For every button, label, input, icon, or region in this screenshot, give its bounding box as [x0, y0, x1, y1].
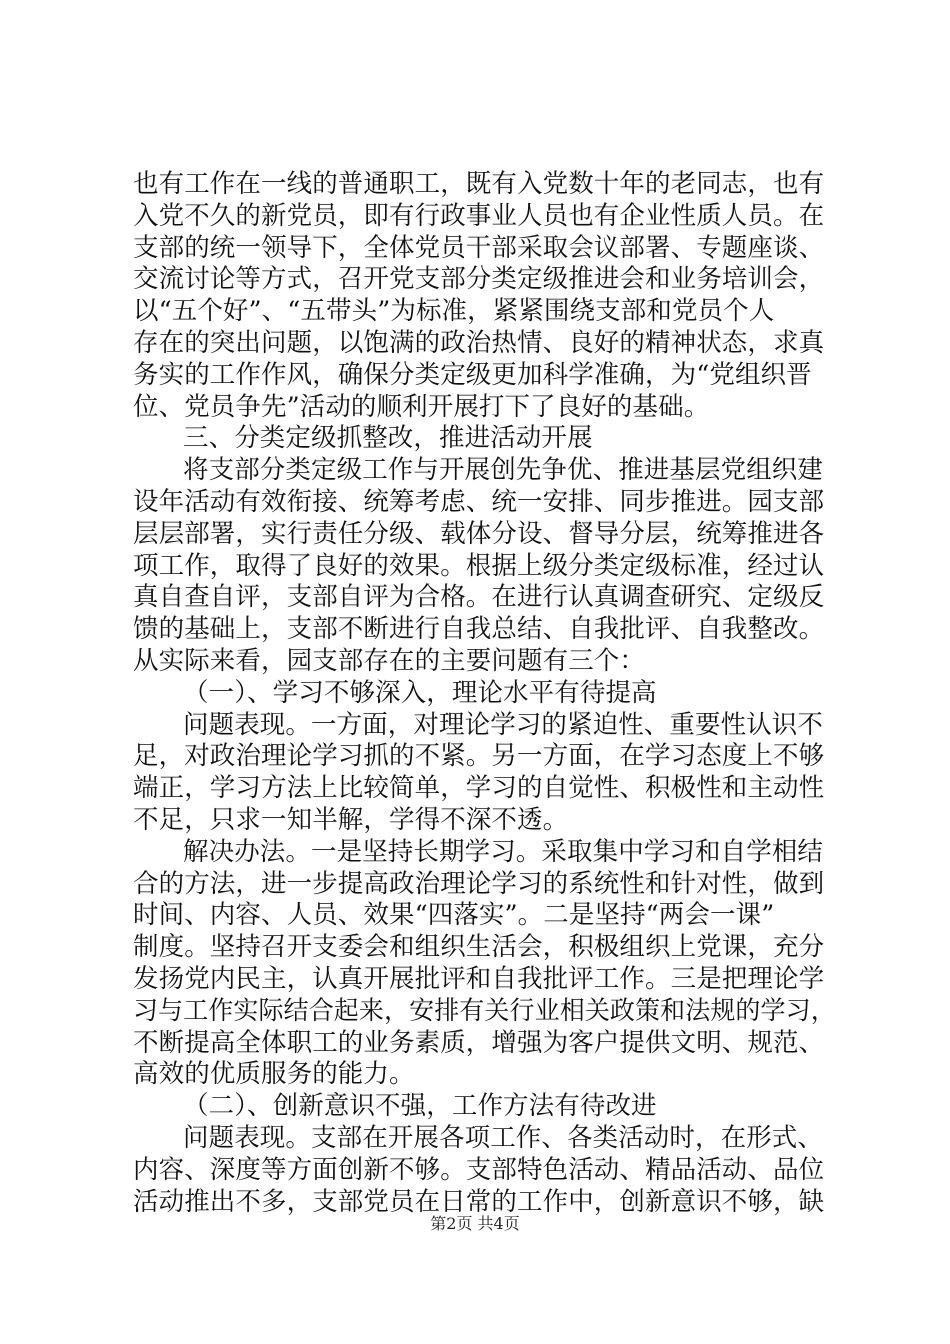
text-line: 不足，只求一知半解，学得不深不透。 — [133, 804, 569, 835]
text-line: 习与工作实际结合起来，安排有关行业相关政策和法规的学习， — [133, 995, 836, 1026]
text-line: 交流讨论等方式，召开党支部分类定级推进会和业务培训会， — [133, 264, 825, 295]
text-line: 入党不久的新党员，即有行政事业人员也有企业性质人员。在 — [133, 200, 825, 231]
text-line: 项工作，取得了良好的效果。根据上级分类定级标准，经过认 — [133, 550, 825, 581]
document-body — [133, 169, 836, 1218]
text-line: 将支部分类定级工作与开展创先争优、推进基层党组织建 — [183, 455, 824, 486]
text-line: 真自查自评，支部自评为合格。在进行认真调查研究、定级反 — [133, 582, 825, 613]
text-line: （一）、学习不够深入，理论水平有待提高 — [183, 677, 657, 708]
text-line: 务实的工作作风，确保分类定级更加科学准确，为“党组织晋 — [133, 359, 812, 390]
text-line: 问题表现。支部在开展各项工作、各类活动时，在形式、 — [183, 1122, 824, 1153]
text-line: 端正，学习方法上比较简单，学习的自觉性、积极性和主动性 — [133, 773, 825, 804]
text-line: 合的方法，进一步提高政治理论学习的系统性和针对性，做到 — [133, 868, 825, 899]
text-line: 以“五个好”、“五带头”为标准，紧紧围绕支部和党员个人 — [133, 296, 775, 327]
text-line: 制度。坚持召开支委会和组织生活会，积极组织上党课，充分 — [133, 932, 825, 963]
text-line: 三、分类定级抓整改，推进活动开展 — [183, 423, 593, 454]
text-line: （二）、创新意识不强，工作方法有待改进 — [183, 1091, 657, 1122]
text-line: 内容、深度等方面创新不够。支部特色活动、精品活动、品位 — [133, 1154, 825, 1185]
text-line: 也有工作在一线的普通职工，既有入党数十年的老同志，也有 — [133, 169, 825, 199]
text-line: 支部的统一领导下，全体党员干部采取会议部署、专题座谈、 — [133, 232, 825, 263]
text-line: 高效的优质服务的能力。 — [133, 1059, 415, 1090]
text-line: 存在的突出问题，以饱满的政治热情、良好的精神状态，求真 — [133, 327, 825, 358]
text-line: 解决办法。一是坚持长期学习。采取集中学习和自学相结 — [183, 836, 824, 867]
text-line: 馈的基础上，支部不断进行自我总结、自我批评、自我整改。 — [133, 614, 825, 645]
text-line: 时间、内容、人员、效果“四落实”。二是坚持“两会一课” — [133, 900, 775, 931]
text-line: 位、党员争先”活动的顺利开展打下了良好的基础。 — [133, 391, 710, 422]
text-line: 层层部署，实行责任分级、载体分设、督导分层，统筹推进各 — [133, 518, 825, 549]
text-line: 不断提高全体职工的业务素质，增强为客户提供文明、规范、 — [133, 1027, 825, 1058]
text-line: 从实际来看，园支部存在的主要问题有三个： — [133, 645, 646, 676]
text-line: 发扬党内民主，认真开展批评和自我批评工作。三是把理论学 — [133, 963, 825, 994]
text-line: 设年活动有效衔接、统筹考虑、统一安排、同步推进。园支部 — [133, 486, 825, 517]
page-footer: 第2页 共4页 — [430, 1214, 520, 1233]
text-line: 足，对政治理论学习抓的不紧。另一方面，在学习态度上不够 — [133, 741, 825, 772]
text-line: 活动推出不多，支部党员在日常的工作中，创新意识不够，缺 — [133, 1186, 825, 1217]
text-line: 问题表现。一方面，对理论学习的紧迫性、重要性认识不 — [183, 709, 824, 740]
